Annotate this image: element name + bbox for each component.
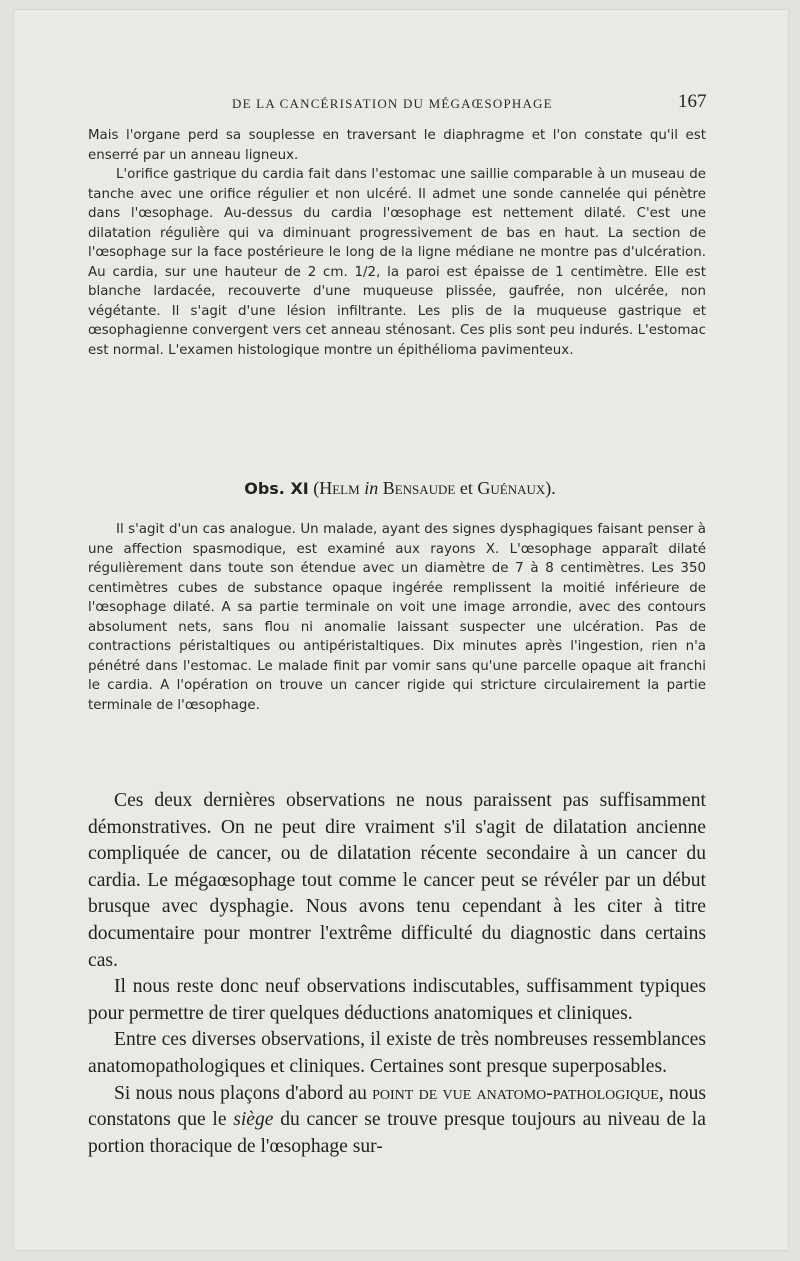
paren-close: ). — [545, 478, 556, 498]
observation-xi-text — [88, 520, 706, 715]
paragraph: Entre ces diverses observations, il existe de très nombreuses ressemblances anatomopathologiques et cliniques. Certaines sont presque superposables. — [88, 1029, 706, 1077]
italic-term: siège — [233, 1109, 274, 1131]
author-name: Bensaude — [382, 478, 456, 498]
observation-x-continuation — [88, 126, 706, 360]
observation-heading — [0, 478, 800, 499]
text-run: du cancer se trouve presque toujours au niveau de la portion thoracique de l'œsophage sur- — [88, 1109, 706, 1157]
paren-open: ( — [313, 478, 320, 498]
paragraph — [88, 1081, 706, 1161]
observation-label: Obs. XI — [244, 479, 309, 498]
author-name: Helm — [319, 478, 360, 498]
paragraph: Mais l'organe perd sa souplesse en traversant le diaphragme et l'on constate qu'il est enserré par un anneau ligneux. — [88, 128, 706, 163]
paragraph: Il nous reste donc neuf observations indiscutables, suffisamment typiques pour permettre de tirer quelques déductions anatomiques et cliniques. — [88, 976, 706, 1024]
text-run: Si nous nous plaçons d'abord au — [114, 1082, 373, 1104]
smallcaps-term: point de vue anatomo-pathologique — [372, 1082, 659, 1104]
running-head: DE LA CANCÉRISATION DU MÉGAŒSOPHAGE — [232, 96, 553, 111]
and-word: et — [459, 478, 473, 498]
paragraph: Il s'agit d'un cas analogue. Un malade, ayant des signes dysphagiques faisant penser à une affection spasmodique, est examiné aux rayons X. L'œsophage apparaît dilaté régulièrement dans toute son étendue avec un diamètre de 7 à 8 centimètres. Les 350 centimètres cubes de substance opaque ingérée remplissent la moitié inférieure de l'œsophage dilaté. A sa partie terminale on voit une image arrondie, avec des contours absolument nets, sans flou ni anomalie laissant suspecter une ulcération. Pas de contractions péristaltiques ou antipéristaltiques. Dix minutes après l'ingestion, rien n'a pénétré dans l'estomac. Le malade finit par vomir sans qu'une parcelle opaque ait franchi le cardia. A l'opération on trouve un cancer rigide qui stricture circulairement la partie terminale de l'œsophage. — [88, 522, 706, 713]
paragraph: Ces deux dernières observations ne nous paraissent pas suffisamment démonstratives. On ne peut dire vraiment s'il s'agit de dilatation ancienne compliquée de cancer, ou de dilatation récente secondaire à un cancer du cardia. Le mégaœsophage tout comme le cancer peut se révéler par un début brusque avec dysphagie. Nous avons tenu cependant à les citer à titre documentaire pour montrer l'extrême difficulté du diagnostic dans certains cas. — [88, 790, 706, 971]
text-run: , nous constatons que le — [88, 1082, 706, 1131]
page-number: 167 — [678, 91, 707, 112]
in-word: in — [364, 478, 379, 498]
author-name: Guénaux — [477, 478, 546, 498]
main-text — [88, 788, 706, 1160]
paragraph: L'orifice gastrique du cardia fait dans l'estomac une saillie comparable à un museau de tanche avec une orifice régulier et non ulcéré. Il admet une sonde cannelée qui pénètre dans l'œsophage. Au-dessus du cardia l'œsophage est nettement dilaté. C'est une dilatation régulière qui va diminuant progressivement de bas en haut. La section de l'œsophage sur la face postérieure le long de la ligne médiane ne montre pas d'ulcération. Au cardia, sur une hauteur de 2 cm. 1/2, la paroi est épaisse de 1 centimètre. Elle est blanche lardacée, recouverte d'une muqueuse plissée, gaufrée, non ulcérée, non végétante. Il s'agit d'une lésion infiltrante. Les plis de la muqueuse gastrique et œsophagienne convergent vers cet anneau sténosant. Ces plis sont peu indurés. L'estomac est normal. L'examen histologique montre un épithélioma pavimenteux. — [88, 167, 706, 358]
